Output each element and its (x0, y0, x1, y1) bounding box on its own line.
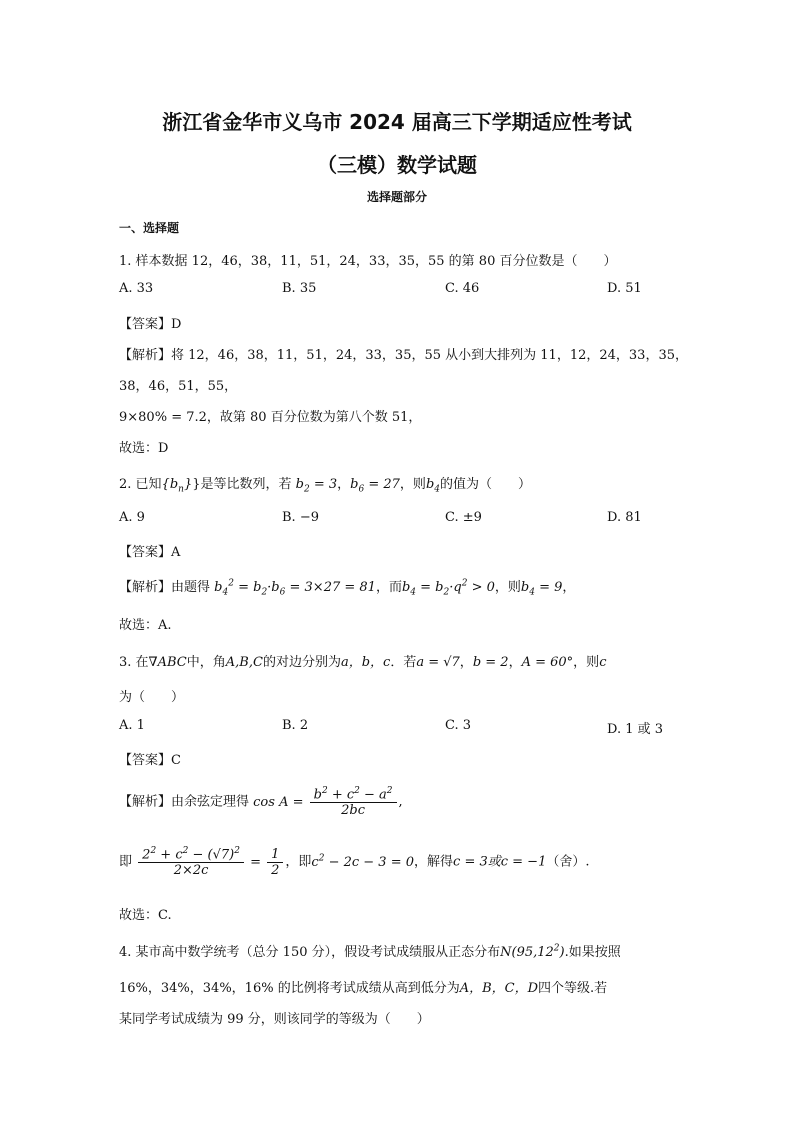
part-heading: 一、选择题 (119, 221, 180, 235)
q2-stem-prefix: 2. 已知 (119, 477, 162, 492)
q4-stem-line-3: 某同学考试成绩为 99 分，则该同学的等级为（ ） (119, 1012, 430, 1027)
q3-given-a: a = √7 (416, 655, 460, 670)
q1-option-d: D. 51 (607, 281, 642, 296)
q3-given-A: A = 60° (521, 655, 574, 670)
q1-conclusion: 故选：D (119, 441, 169, 456)
q3-analysis-l2-mid: ，即 (285, 854, 312, 870)
q1-analysis-line-2: 38，46，51，55， (119, 379, 238, 394)
q3-cos-fraction: $\frac{b^2 + c^2 - a^2}{2bc}$ (310, 786, 397, 818)
q3-substitution-fraction: $\frac{2^2 + c^2 - (√7)^2}{2\times 2c}$ (138, 846, 244, 878)
q3-quadratic: $c^2 - 2c - 3 = 0$ (311, 853, 415, 870)
q3-substitution: $\frac{2^2 + c^2 - (√7)^2}{2\times 2c}$ = $\frac{1}{2}$ (136, 855, 285, 870)
q3-sides: a，b，c (340, 655, 391, 670)
q2-analysis-mid: ，而 (375, 580, 402, 595)
q3-target-c: c (599, 655, 607, 670)
q2-analysis-eq1: $b_4^2 = b_2\cdot b_6 = 3\times 27 = 81$ (214, 578, 376, 598)
q2-analysis-eq3: $b_4 = 9$ (520, 580, 563, 598)
q3-analysis-l2-prefix: 即 (119, 854, 133, 870)
q1-option-c: C. 46 (445, 281, 480, 296)
q1-option-a: A. 33 (119, 281, 154, 296)
q4-stem-l2-prefix: 16%，34%，34%，16% 的比例将考试成绩从高到低分为 (119, 981, 460, 996)
q3-option-b: B. 2 (282, 718, 309, 733)
q3-solutions: c = 3或c = −1 (453, 854, 547, 870)
q2-sequence: $\{b_n\}$ (161, 477, 193, 495)
q4-stem-l1-prefix: 4. 某市高中数学统考（总分 150 分），假设考试成绩服从正态分布 (119, 945, 501, 960)
q2-condition-b2: $b_2 = 3$ (295, 477, 338, 495)
q2-analysis-eq2: $b_4 = b_2\cdot q^2 > 0$ (401, 578, 495, 598)
q3-stem-sides-label: 的对边分别为 (262, 655, 341, 670)
q2-option-b: B. −9 (282, 510, 319, 525)
q4-stem-line-1 (119, 941, 621, 960)
title-line-2: （三模）数学试题 (317, 153, 477, 177)
q3-stem-then: ，则 (573, 655, 600, 670)
q2-answer: 【答案】A (119, 545, 181, 560)
q2-analysis: 【解析】由题得 $b_4^2 = b_2\cdot b_6 = 3\times 27 = 81$，而$b_4 = b_2\cdot q^2 > 0$，则$b_4 = 9$， (119, 578, 576, 598)
q2-option-c: C. ±9 (445, 510, 482, 525)
q2-stem: 2. 已知$\{b_n\}$}是等比数列，若 $b_2 = 3$，$b_6 = 27$，则$b_4$的值为（ ） (119, 477, 532, 495)
q3-stem-if: ．若 (390, 655, 417, 670)
q2-conclusion: 故选：A. (119, 618, 172, 633)
q1-stem: 1. 样本数据 12，46，38，11，51，24，33，35，55 的第 80 百分位数是（ ） (119, 254, 617, 269)
q1-analysis-line-1: 【解析】将 12，46，38，11，51，24，33，35，55 从小到大排列为 11，12，24，33，35， (119, 348, 688, 363)
section-label: 选择题部分 (366, 190, 427, 204)
q1-answer: 【答案】D (119, 317, 182, 332)
q2-analysis-prefix: 【解析】由题得 (119, 580, 211, 595)
q3-cos-formula: cos A = $\frac{b^2 + c^2 - a^2}{2bc}$ (253, 795, 398, 810)
q2-analysis-end: ，则 (494, 580, 521, 595)
q1-option-b: B. 35 (282, 281, 317, 296)
q3-given-b: b = 2 (472, 655, 509, 670)
q3-analysis-prefix: 【解析】由余弦定理得 (119, 794, 250, 810)
q4-stem-l2-suffix: 四个等级.若 (538, 981, 608, 996)
q3-conclusion: 故选：C. (119, 908, 172, 923)
q3-option-d: D. 1 或 3 (607, 722, 664, 737)
q3-analysis-line-2 (119, 846, 589, 878)
title-line-1: 浙江省金华市义乌市 2024 届高三下学期适应性考试 (162, 110, 632, 134)
q4-distribution: N(95,12$^2$) (500, 943, 565, 960)
q3-answer: 【答案】C (119, 753, 181, 768)
q3-analysis-line-1: 【解析】由余弦定理得 cos A = $\frac{b^2 + c^2 - a^2}{2bc}$ , (119, 786, 403, 819)
q2-option-d: D. 81 (607, 510, 642, 525)
q4-grades: A，B，C，D (459, 981, 539, 996)
q2-stem-then: ，则 (399, 477, 426, 492)
q3-option-c: C. 3 (445, 718, 472, 733)
q3-option-a: A. 1 (119, 718, 145, 733)
q2-target-b4: $b_4$ (425, 477, 440, 495)
q2-stem-suffix: 的值为（ ） (440, 477, 532, 492)
q3-analysis-l2-end: （舍）. (546, 854, 590, 870)
q2-option-a: A. 9 (119, 510, 145, 525)
q3-half-fraction: $\frac{1}{2}$ (267, 847, 283, 878)
q3-stem-prefix: 3. 在 (119, 655, 149, 670)
q2-stem-middle: }是等比数列，若 (192, 477, 292, 492)
q3-triangle: ∇ABC (148, 655, 187, 670)
q4-stem-line-2 (119, 977, 607, 996)
q3-stem-angles-label: 中，角 (186, 655, 226, 670)
q3-stem-line-1: 3. 在∇ABC中，角A,B,C的对边分别为a，b，c．若a = √7，b = 2，A = 60°，则c (119, 655, 607, 670)
q2-condition-b6: $b_6 = 27$ (350, 477, 400, 495)
q3-angles: A,B,C (225, 655, 263, 670)
q3-analysis-l2-mid2: ，解得 (414, 854, 454, 870)
q1-analysis-line-3: 9×80% = 7.2，故第 80 百分位数为第八个数 51， (119, 410, 422, 425)
q3-stem-line-2: 为（ ） (119, 690, 185, 705)
q4-stem-l1-suffix: .如果按照 (564, 945, 621, 960)
